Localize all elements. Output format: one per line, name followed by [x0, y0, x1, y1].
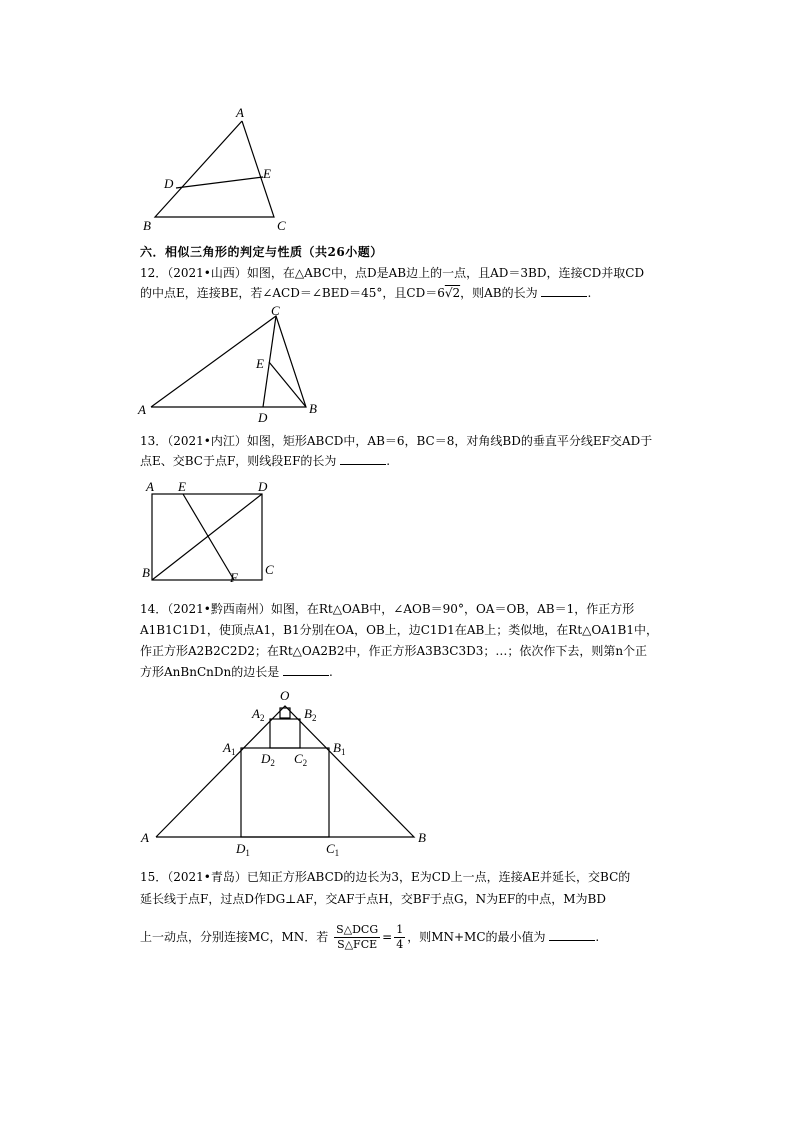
label-d2-sq: $D_2$ — [261, 751, 275, 768]
segment-eb — [269, 362, 306, 407]
q12-sqrt: √2 — [444, 286, 461, 300]
label-a4: A — [141, 830, 149, 845]
label-b2-sq: $B_2$ — [304, 706, 317, 723]
square-1 — [241, 748, 329, 837]
q15-line3-a: 上一动点，分别连接MC，MN．若 — [140, 930, 329, 944]
figure-triangle-abc-e — [0, 300, 794, 440]
label-a2: A — [138, 402, 146, 417]
q15-equals: = — [382, 930, 393, 944]
square-2 — [270, 719, 300, 748]
q15-ratio-fraction — [394, 923, 405, 952]
label-a2-sq: $A_2$ — [252, 706, 265, 723]
q14-line4 — [140, 662, 333, 682]
q13-line2 — [140, 451, 390, 471]
q13-line2-text: 点E、交BC于点F，则线段EF的长为 — [140, 454, 337, 468]
label-e2: E — [256, 356, 264, 371]
label-b3: B — [142, 565, 150, 580]
q14-line1: 14．（2021•黔西南州）如图，在Rt△OAB中，∠AOB＝90°，OA＝OB，AB＝1，作正方形 — [140, 602, 635, 616]
q15-line3-b: ，则MN+MC的最小值为 — [407, 930, 546, 944]
q13-answer-blank[interactable] — [340, 452, 386, 465]
segment-cd — [263, 316, 276, 407]
label-f3: F — [230, 570, 238, 585]
label-d3: D — [258, 479, 268, 494]
q12-line2-a: 的中点E，连接BE，若∠ACD＝∠BED＝45°，且CD＝6 — [140, 286, 445, 300]
frac-numerator: S△DCG — [336, 923, 379, 936]
label-b1: $B_1$ — [333, 740, 346, 757]
label-a1: $A_1$ — [223, 740, 236, 757]
q12-line1: 12．（2021•山西）如图，在△ABC中，点D是AB边上的一点，且AD＝3BD，连接CD并取CD — [140, 266, 645, 280]
q12-end: . — [587, 286, 592, 300]
q13-line1: 13．（2021•内江）如图，矩形ABCD中，AB＝6，BC＝8，对角线BD的垂直平分线EF交AD于 — [140, 434, 653, 448]
q14-line4-text: 方形AnBnCnDn的边长是 — [140, 665, 280, 679]
q15-area-fraction — [334, 923, 380, 952]
frac-denominator: S△FCE — [337, 938, 378, 951]
label-o: O — [280, 688, 290, 703]
label-b: B — [143, 218, 151, 233]
diagonal-bd — [152, 494, 262, 580]
q14-answer-blank[interactable] — [283, 663, 329, 676]
label-c1: $C_1$ — [326, 841, 340, 858]
q12-line2-b: ，则AB的长为 — [460, 286, 538, 300]
figure-rectangle — [0, 478, 794, 588]
label-c3: C — [265, 562, 274, 577]
label-b2: B — [309, 401, 317, 416]
label-c: C — [277, 218, 286, 233]
q15-line1: 15．（2021•青岛）已知正方形ABCD的边长为3，E为CD上一点，连接AE并延长，交BC的 — [140, 870, 631, 884]
triangle-abc — [155, 121, 274, 217]
q15-answer-blank[interactable] — [549, 928, 595, 941]
section-title: 六．相似三角形的判定与性质（共26小题） — [140, 245, 383, 259]
label-d: D — [164, 176, 174, 191]
q15-end: . — [595, 930, 600, 944]
figure-squares — [0, 685, 794, 858]
label-e: E — [263, 166, 271, 181]
triangle-abc-2 — [151, 316, 306, 407]
label-a3: A — [146, 479, 154, 494]
label-b4: B — [418, 830, 426, 845]
q15-line3 — [140, 922, 599, 952]
q12-answer-blank[interactable] — [541, 284, 587, 297]
q13-end: . — [386, 454, 391, 468]
label-d2: D — [258, 410, 268, 425]
label-c2: C — [271, 303, 280, 318]
ratio-denominator: 4 — [396, 938, 404, 951]
q14-line3: 作正方形A2B2C2D2；在Rt△OA2B2中，作正方形A3B3C3D3；…；依次作下去，则第n个正 — [140, 644, 648, 658]
q14-end: . — [329, 665, 333, 679]
segment-ef — [183, 494, 234, 580]
triangle-oab — [156, 706, 414, 837]
q15-line2: 延长线于点F，过点D作DG⊥AF，交AF于点H，交BF于点G，N为EF的中点，M为BD — [140, 892, 606, 906]
label-e3: E — [178, 479, 186, 494]
q14-line2: A1B1C1D1，使顶点A1，B1分别在OA，OB上，边C1D1在AB上；类似地，在Rt△OA1B1中， — [140, 623, 658, 637]
label-d1: $D_1$ — [236, 841, 250, 858]
label-c2-sq: $C_2$ — [294, 751, 308, 768]
ratio-numerator: 1 — [396, 923, 404, 936]
label-a: A — [236, 105, 244, 120]
figure-triangle-ade — [0, 0, 794, 240]
